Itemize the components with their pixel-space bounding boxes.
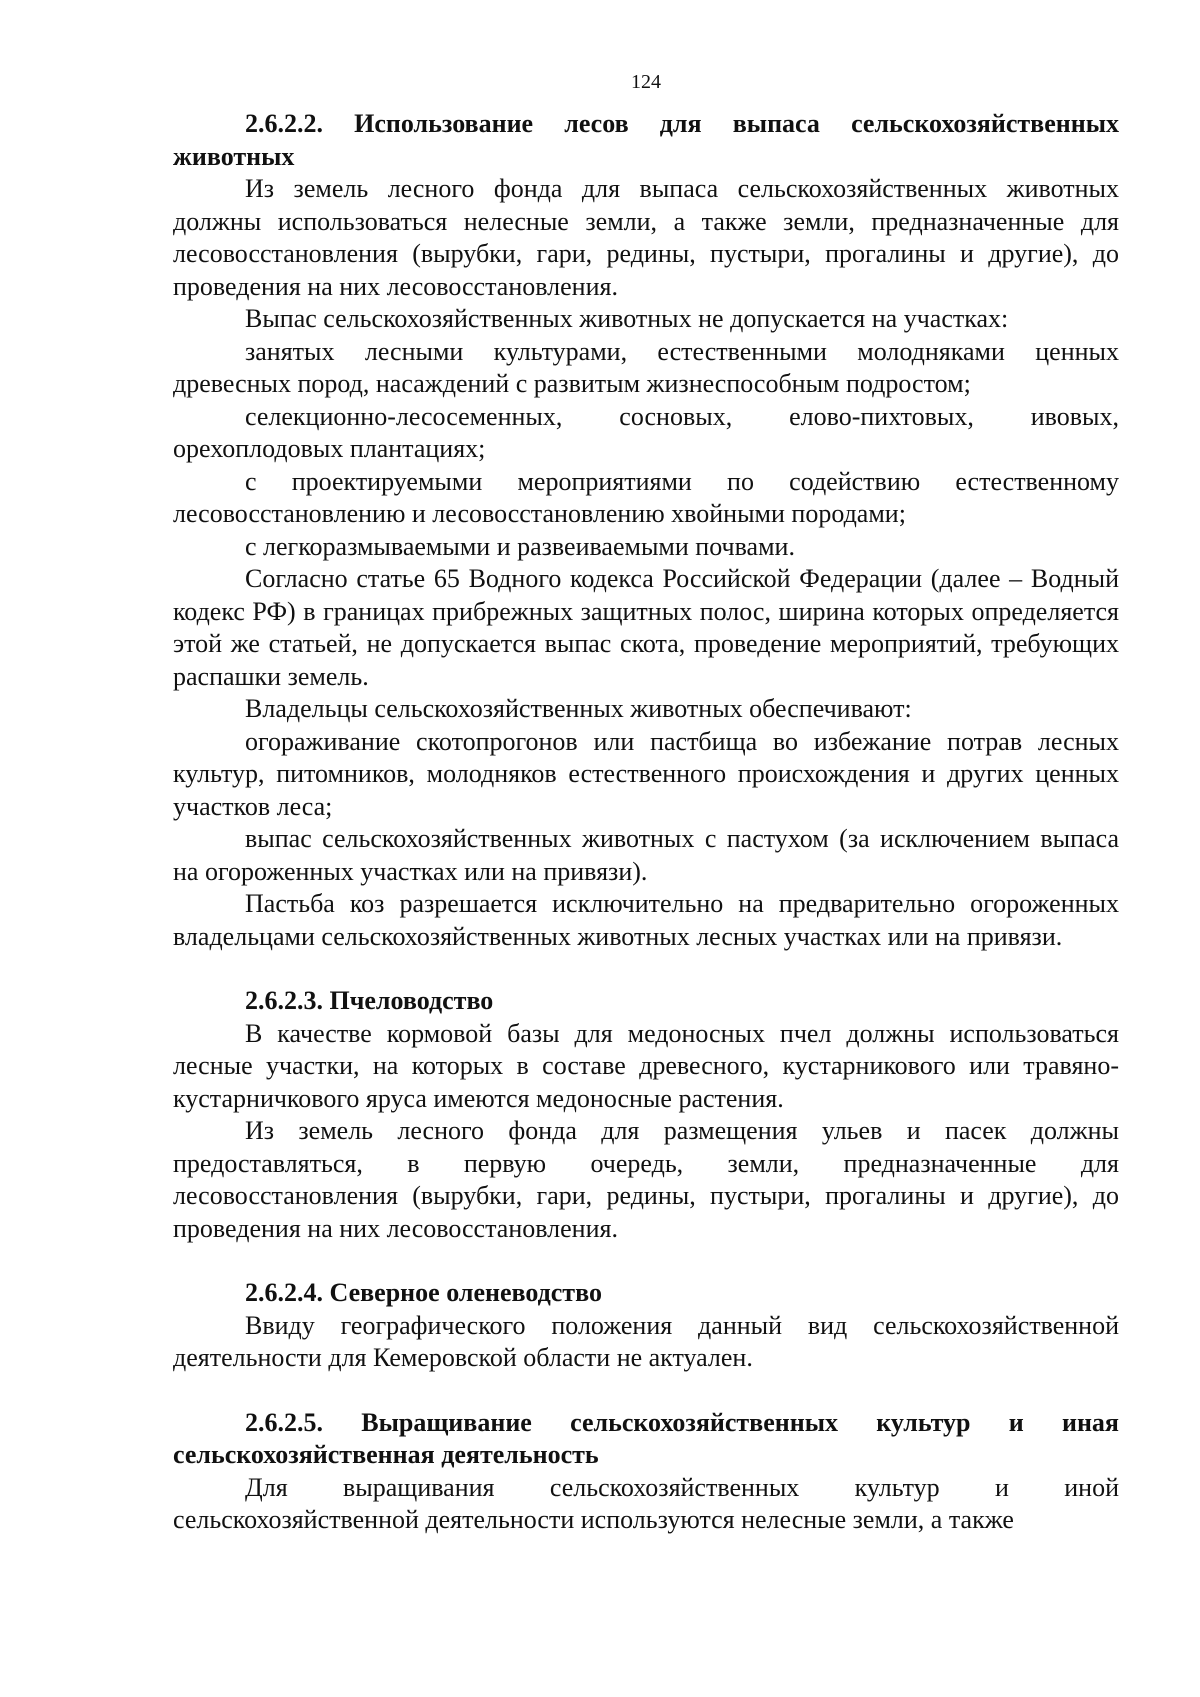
paragraph: Из земель лесного фонда для размещения ульев и пасек должны предоставляться, в первую очередь, земли, предназначенные для лесовосстановления (вырубки, гари, редины, пустыри, прогалины и другие), до проведения на них лесовосстановления. (173, 1116, 1119, 1243)
paragraph: Согласно статье 65 Водного кодекса Российской Федерации (далее – Водный кодекс РФ) в границах прибрежных защитных полос, ширина которых определяется этой же статьей, не допускается выпас скота, проведение мероприятий, требующих распашки земель. (173, 564, 1119, 691)
page-number: 124 (631, 71, 661, 93)
section-heading: 2.6.2.5. Выращивание сельскохозяйственных культур и иная сельскохозяйственная деятельность (173, 1407, 1119, 1469)
paragraph: огораживание скотопрогонов или пастбища во избежание потрав лесных культур, питомников, молодняков естественного происхождения и других ценных участков леса; (173, 726, 1119, 821)
paragraph: селекционно-лесосеменных, сосновых, елово-пихтовых, ивовых, орехоплодовых плантациях; (173, 401, 1119, 463)
document-page (173, 70, 1119, 1537)
paragraph: с проектируемыми мероприятиями по содействию естественному лесовосстановлению и лесовосстановлению хвойными породами; (173, 466, 1119, 528)
section-heading: 2.6.2.2. Использование лесов для выпаса сельскохозяйственных животных (173, 109, 1119, 171)
section-heading: 2.6.2.3. Пчеловодство (245, 986, 494, 1015)
paragraph: с легкоразмываемыми и развеиваемыми почвами. (245, 531, 795, 561)
section-beekeeping (173, 985, 1119, 1245)
section-reindeer-herding (173, 1277, 1119, 1375)
section-grazing (173, 108, 1119, 953)
paragraph: Пастьба коз разрешается исключительно на предварительно огороженных владельцами сельскохозяйственных животных лесных участках или на привязи. (173, 889, 1119, 951)
paragraph: Владельцы сельскохозяйственных животных обеспечивают: (245, 694, 912, 723)
section-crop-growing (173, 1407, 1119, 1537)
paragraph: Для выращивания сельскохозяйственных культур и иной сельскохозяйственной деятельности используются нелесные земли, а также (173, 1472, 1119, 1534)
section-heading: 2.6.2.4. Северное оленеводство (245, 1278, 602, 1307)
paragraph: В качестве кормовой базы для медоносных пчел должны использоваться лесные участки, на которых в составе древесного, кустарникового или травяно-кустарничкового яруса имеются медоносные растения. (173, 1018, 1119, 1113)
paragraph: Выпас сельскохозяйственных животных не допускается на участках: (245, 304, 1009, 333)
paragraph: выпас сельскохозяйственных животных с пастухом (за исключением выпаса на огороженных участках или на привязи). (173, 824, 1119, 886)
paragraph: Ввиду географического положения данный вид сельскохозяйственной деятельности для Кемеровской области не актуален. (173, 1310, 1119, 1372)
paragraph: занятых лесными культурами, естественными молодняками ценных древесных пород, насаждений с развитым жизнеспособным подростом; (173, 336, 1119, 398)
paragraph: Из земель лесного фонда для выпаса сельскохозяйственных животных должны использоваться нелесные земли, а также земли, предназначенные для лесовосстановления (вырубки, гари, редины, пустыри, прогалины и другие), до проведения на них лесовосстановления. (173, 174, 1119, 301)
